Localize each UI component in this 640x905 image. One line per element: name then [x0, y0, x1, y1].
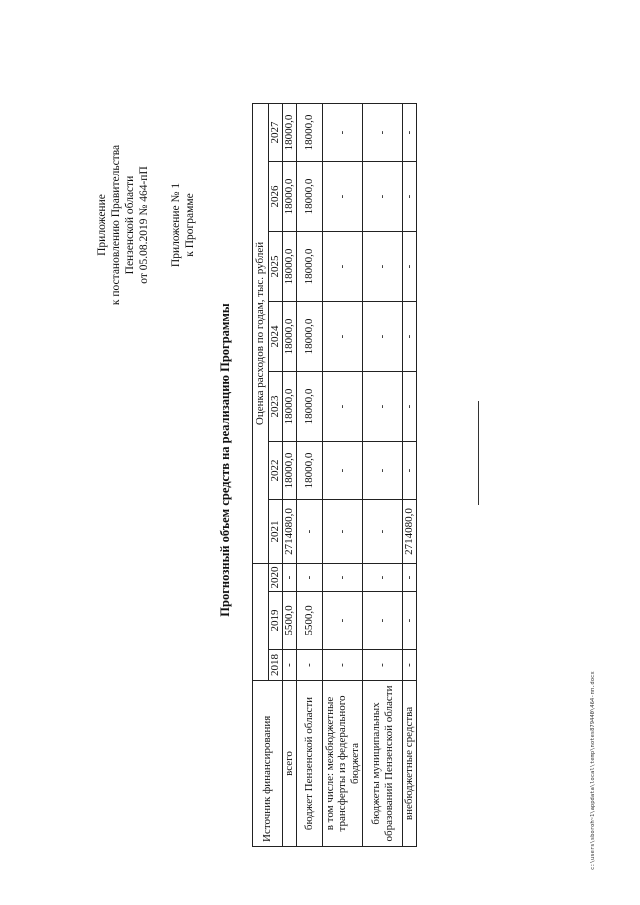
year-header: 2019: [269, 592, 283, 650]
table-cell: -: [283, 564, 297, 592]
table-cell: 18000,0: [297, 162, 323, 232]
year-header: 2027: [269, 104, 283, 162]
table-cell: -: [297, 650, 323, 681]
table-row: [283, 104, 297, 847]
table-row: [403, 104, 417, 847]
source-header: Источник финансирования: [253, 681, 283, 847]
table-cell: -: [323, 564, 363, 592]
table-cell: -: [403, 592, 417, 650]
table-cell: -: [283, 650, 297, 681]
table-cell: -: [403, 650, 417, 681]
year-header: 2022: [269, 442, 283, 500]
header-blank: [253, 564, 269, 681]
table-cell: -: [323, 442, 363, 500]
year-header: 2025: [269, 232, 283, 302]
table-cell: -: [363, 372, 403, 442]
appendix-line: Приложение № 1: [170, 182, 182, 268]
table-cell: -: [323, 302, 363, 372]
table-cell: -: [297, 564, 323, 592]
table-cell: 5500,0: [283, 592, 297, 650]
table-cell: -: [403, 232, 417, 302]
row-label: в том числе: межбюджетные трансферты из федерального бюджета: [323, 681, 363, 847]
appendix-line: Пензенской области: [124, 175, 136, 275]
year-header: 2024: [269, 302, 283, 372]
table-cell: -: [363, 104, 403, 162]
spacer: [151, 120, 169, 330]
table-cell: -: [323, 162, 363, 232]
appendix-line: к Программе: [184, 193, 196, 257]
table-cell: -: [323, 232, 363, 302]
row-label: бюджеты муниципальных образований Пензенской области: [363, 681, 403, 847]
row-label: внебюджетные средства: [403, 681, 417, 847]
row-label: бюджет Пензенской области: [297, 681, 323, 847]
table-cell: 18000,0: [297, 104, 323, 162]
table-cell: 18000,0: [283, 302, 297, 372]
estimate-header: Оценка расходов по годам, тыс. рублей: [253, 104, 269, 564]
year-header: 2023: [269, 372, 283, 442]
table-cell: -: [363, 162, 403, 232]
appendix-block: [95, 120, 197, 330]
table-cell: -: [363, 500, 403, 564]
table-cell: -: [297, 500, 323, 564]
table-cell: -: [403, 442, 417, 500]
table-cell: -: [403, 302, 417, 372]
table-cell: 18000,0: [283, 442, 297, 500]
table-cell: 18000,0: [297, 302, 323, 372]
table-cell: -: [403, 372, 417, 442]
table-cell: 18000,0: [297, 442, 323, 500]
table-cell: -: [363, 650, 403, 681]
table-cell: -: [323, 104, 363, 162]
table-cell: 5500,0: [297, 592, 323, 650]
table-cell: 18000,0: [297, 372, 323, 442]
year-header: 2021: [269, 500, 283, 564]
table-row: [297, 104, 323, 847]
table-cell: -: [363, 442, 403, 500]
table-cell: 18000,0: [283, 372, 297, 442]
financing-table: [252, 103, 417, 847]
file-path-footer: c:\users\sboroh~1\appdata\local\temp\notes879440\464-пп.docx: [590, 671, 596, 870]
table-cell: -: [323, 372, 363, 442]
table-row: [363, 104, 403, 847]
table-cell: 2714080,0: [283, 500, 297, 564]
table-row: [323, 104, 363, 847]
table-cell: -: [323, 500, 363, 564]
year-header: 2018: [269, 650, 283, 681]
table-cell: 18000,0: [283, 162, 297, 232]
table-cell: -: [363, 564, 403, 592]
table-cell: -: [363, 302, 403, 372]
appendix-line: к постановлению Правительства: [110, 144, 122, 306]
table-cell: -: [363, 232, 403, 302]
separator-line: [478, 401, 479, 505]
table-cell: -: [403, 162, 417, 232]
table-cell: 2714080,0: [403, 500, 417, 564]
year-header: 2026: [269, 162, 283, 232]
table-cell: 18000,0: [297, 232, 323, 302]
appendix-line: Приложение: [96, 194, 108, 256]
table-cell: -: [403, 564, 417, 592]
document-title: Прогнозный объем средств на реализацию Программы: [218, 303, 232, 617]
row-label: всего: [283, 681, 297, 847]
table-cell: -: [403, 104, 417, 162]
appendix-line: от 05.08.2019 № 464-пП: [138, 166, 150, 284]
table-cell: -: [323, 592, 363, 650]
table-cell: -: [363, 592, 403, 650]
table-cell: 18000,0: [283, 104, 297, 162]
year-header: 2020: [269, 564, 283, 592]
table-cell: 18000,0: [283, 232, 297, 302]
table-cell: -: [323, 650, 363, 681]
